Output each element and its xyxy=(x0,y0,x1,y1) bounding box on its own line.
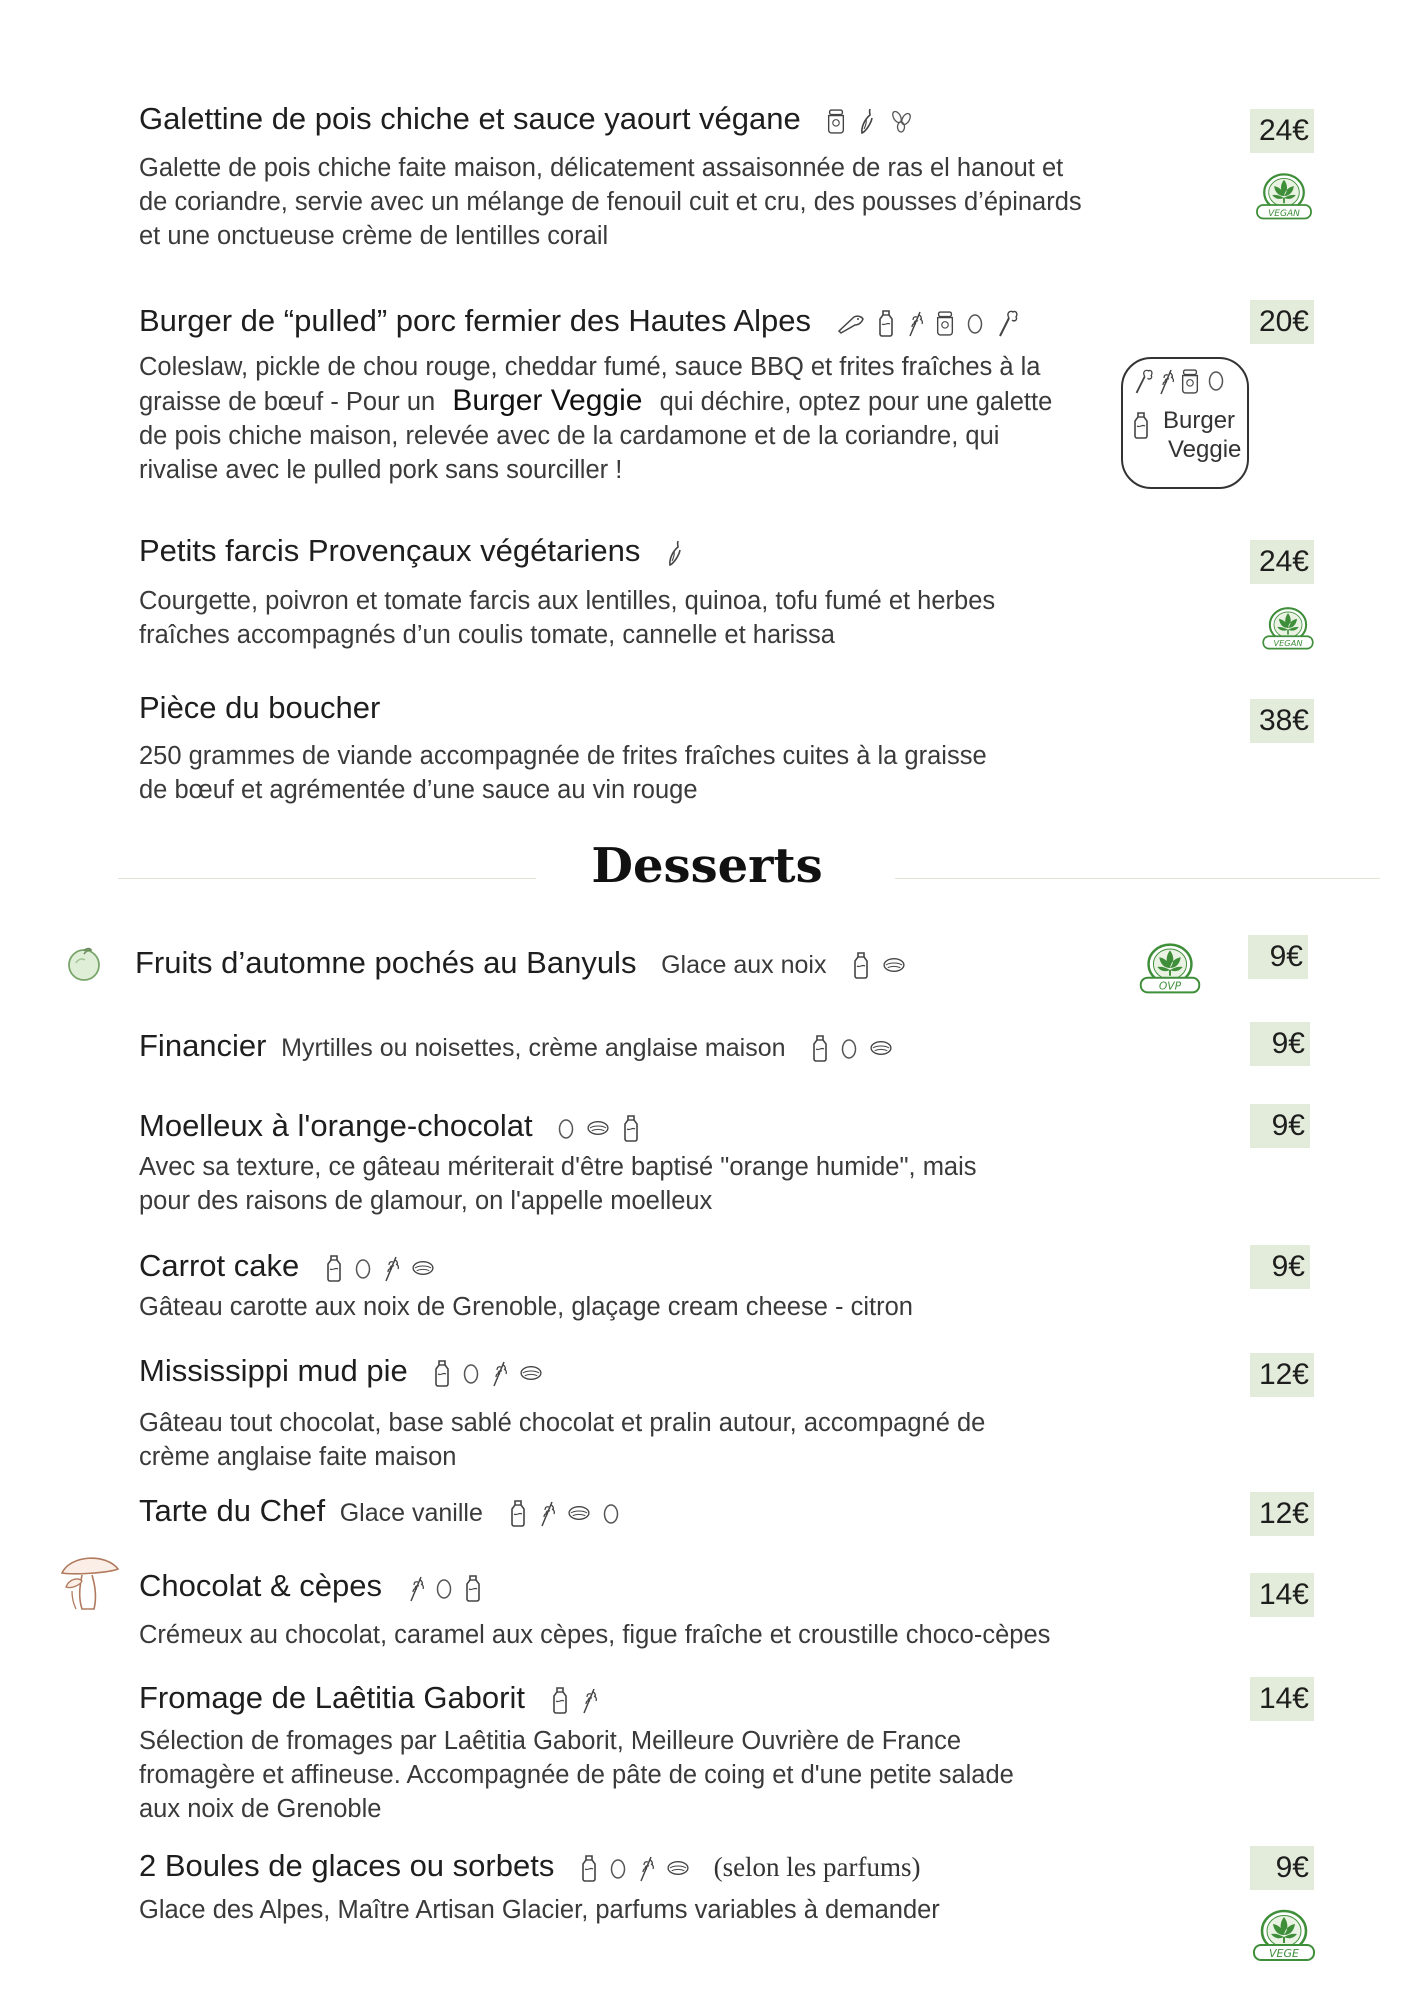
vege-leaf-icon xyxy=(1244,1906,1324,1964)
pepper-icon xyxy=(857,106,877,136)
veggie-box-label: Burger xyxy=(1163,407,1236,434)
jar-icon xyxy=(934,309,956,337)
price-tag: 20€ xyxy=(1250,300,1314,344)
allergen-icons xyxy=(324,1254,436,1282)
nut-icon xyxy=(881,956,907,974)
egg-icon xyxy=(462,1360,480,1386)
price-tag: 9€ xyxy=(1250,1846,1314,1890)
dish-description xyxy=(139,739,987,807)
milk-bottle-icon xyxy=(876,309,896,337)
egg-icon xyxy=(609,1855,627,1881)
wheat-icon xyxy=(382,1254,400,1282)
jar-icon xyxy=(825,107,847,135)
dessert-title-text: 2 Boules de glaces ou sorbets xyxy=(139,1848,555,1883)
milk-bottle-icon xyxy=(432,1359,452,1387)
nut-icon xyxy=(585,1119,611,1137)
dessert-description xyxy=(139,1618,1050,1652)
desc-line: Galette de pois chiche faite maison, délicatement assaisonnée de ras el hanout et xyxy=(139,154,1064,182)
milk-bottle-icon xyxy=(324,1254,344,1282)
wheat-icon xyxy=(490,1359,508,1387)
allergen-icons xyxy=(665,538,685,568)
allergen-icons xyxy=(810,1034,894,1062)
mushroom-illustration-icon xyxy=(56,1551,122,1613)
wheat-icon xyxy=(580,1686,598,1714)
milk-bottle-icon xyxy=(579,1854,599,1882)
svg-text:VEGAN: VEGAN xyxy=(1273,638,1303,649)
desc-line: de bœuf et agrémentée d’une sauce au vin rouge xyxy=(139,776,698,804)
egg-icon xyxy=(840,1035,858,1061)
allergen-icons xyxy=(508,1499,620,1527)
dish-title-text: Galettine de pois chiche et sauce yaourt végane xyxy=(139,101,801,136)
desc-line xyxy=(139,384,1052,419)
milk-bottle-icon xyxy=(851,951,871,979)
jar-icon xyxy=(1179,367,1201,395)
desc-line: Crémeux au chocolat, caramel aux cèpes, figue fraîche et croustille choco-cèpes xyxy=(139,1621,1051,1649)
seeds-icon xyxy=(887,109,915,133)
desc-line: Sélection de fromages par Laêtitia Gaborit, Meilleure Ouvrière de France xyxy=(139,1727,962,1755)
price-tag: 14€ xyxy=(1250,1573,1314,1617)
wheat-icon xyxy=(1157,367,1175,395)
desc-line: et une onctueuse crème de lentilles corail xyxy=(139,222,609,250)
egg-icon xyxy=(602,1500,620,1526)
desc-line: fromagère et affineuse. Accompagnée de pâte de coing et d'une petite salade xyxy=(139,1761,1014,1789)
egg-icon xyxy=(354,1255,372,1281)
dish-description xyxy=(139,350,1052,487)
desc-line: Coleslaw, pickle de chou rouge, cheddar fumé, sauce BBQ et frites fraîches à la xyxy=(139,353,1041,381)
section-rule-right xyxy=(895,878,1380,879)
dessert-title xyxy=(139,1493,620,1529)
apple-illustration-icon xyxy=(64,943,104,983)
dish-description xyxy=(139,584,995,652)
dessert-title-text: Carrot cake xyxy=(139,1248,300,1283)
dessert-note: (selon les parfums) xyxy=(713,1852,921,1883)
desc-line: fraîches accompagnés d’un coulis tomate, cannelle et harissa xyxy=(139,621,835,649)
price-tag: 24€ xyxy=(1250,540,1314,584)
vegan-leaf-icon xyxy=(1255,604,1321,652)
dessert-title-text: Fromage de Laêtitia Gaborit xyxy=(139,1680,525,1715)
dessert-title-text: Financier xyxy=(139,1028,267,1063)
allergen-icons xyxy=(851,951,907,979)
ovp-badge xyxy=(1131,940,1209,1001)
allergen-icons xyxy=(407,1574,483,1602)
desc-line: pour des raisons de glamour, on l'appelle moelleux xyxy=(139,1187,713,1215)
section-title-desserts: Desserts xyxy=(591,838,823,894)
desc-line: rivalise avec le pulled pork sans sourciller ! xyxy=(139,456,623,484)
vegan-leaf-icon xyxy=(1248,170,1320,222)
egg-icon xyxy=(557,1115,575,1141)
desc-line: crème anglaise faite maison xyxy=(139,1443,457,1471)
desc-line: aux noix de Grenoble xyxy=(139,1795,382,1823)
nut-icon xyxy=(665,1859,691,1877)
dessert-description xyxy=(139,1893,940,1927)
egg-icon xyxy=(966,310,984,336)
ovp-leaf-icon xyxy=(1131,940,1209,996)
dessert-title-text: Chocolat & cèpes xyxy=(139,1568,382,1603)
egg-icon xyxy=(1207,367,1225,393)
price-tag: 9€ xyxy=(1248,935,1308,979)
nut-icon xyxy=(410,1259,436,1277)
egg-icon xyxy=(435,1575,453,1601)
price-tag: 38€ xyxy=(1250,699,1314,743)
dessert-title xyxy=(139,1353,544,1389)
price-tag: 9€ xyxy=(1250,1104,1310,1148)
dish-description xyxy=(139,151,1082,253)
milk-bottle-icon xyxy=(508,1499,528,1527)
allergen-icons xyxy=(836,308,1018,338)
milk-bottle-icon xyxy=(463,1574,483,1602)
price-tag: 14€ xyxy=(1250,1677,1314,1721)
nut-icon xyxy=(518,1364,544,1382)
allergen-icons xyxy=(825,106,915,136)
dessert-title xyxy=(139,1680,598,1716)
dessert-title xyxy=(139,1568,483,1604)
desc-text: qui déchire, optez pour une galette xyxy=(659,388,1053,416)
wheat-icon xyxy=(538,1499,556,1527)
price-tag: 12€ xyxy=(1250,1353,1314,1397)
dish-title-text: Pièce du boucher xyxy=(139,690,381,725)
dish-title xyxy=(139,533,685,569)
veggie-box-label: Veggie xyxy=(1168,436,1242,463)
allergen-icons xyxy=(557,1114,641,1142)
celery-icon xyxy=(994,308,1018,338)
burger-veggie-box xyxy=(1121,357,1249,489)
dish-title xyxy=(139,303,1018,339)
celery-icon xyxy=(1131,367,1153,395)
svg-text:VEGE: VEGE xyxy=(1269,1947,1299,1960)
burger-veggie-highlight: Burger Veggie xyxy=(452,384,643,417)
dessert-note: Glace vanille xyxy=(339,1499,483,1527)
nut-icon xyxy=(868,1039,894,1057)
wheat-icon xyxy=(906,309,924,337)
dessert-title xyxy=(135,945,907,981)
desc-line: 250 grammes de viande accompagnée de frites fraîches cuites à la graisse xyxy=(139,742,987,770)
desc-text: graisse de bœuf - Pour un xyxy=(139,388,436,416)
desc-line: de pois chiche maison, relevée avec de la cardamone et de la coriandre, qui xyxy=(139,422,1000,450)
dish-title-text: Petits farcis Provençaux végétariens xyxy=(139,533,641,568)
wheat-icon xyxy=(407,1574,425,1602)
dish-title xyxy=(139,101,915,137)
desc-line: Glace des Alpes, Maître Artisan Glacier, parfums variables à demander xyxy=(139,1896,940,1924)
milk-bottle-icon xyxy=(550,1686,570,1714)
dessert-title-text: Moelleux à l'orange-chocolat xyxy=(139,1108,533,1143)
dessert-description xyxy=(139,1150,977,1218)
wheat-icon xyxy=(637,1854,655,1882)
dessert-description xyxy=(139,1290,913,1324)
allergen-icons xyxy=(579,1854,691,1882)
allergen-icons xyxy=(432,1359,544,1387)
vege-badge xyxy=(1244,1906,1324,1969)
fish-icon xyxy=(836,311,866,335)
allergen-icons xyxy=(550,1686,598,1714)
nut-icon xyxy=(566,1504,592,1522)
desc-line: Courgette, poivron et tomate farcis aux lentilles, quinoa, tofu fumé et herbes xyxy=(139,587,996,615)
price-tag: 9€ xyxy=(1250,1245,1310,1289)
dessert-note: Myrtilles ou noisettes, crème anglaise maison xyxy=(281,1034,786,1062)
dessert-title xyxy=(139,1108,641,1144)
dessert-description xyxy=(139,1724,1014,1826)
dessert-description xyxy=(139,1406,985,1474)
svg-text:VEGAN: VEGAN xyxy=(1268,208,1300,219)
dessert-title-text: Tarte du Chef xyxy=(139,1493,326,1528)
dessert-title xyxy=(139,1028,894,1064)
desc-line: Avec sa texture, ce gâteau mériterait d'être baptisé "orange humide", mais xyxy=(139,1153,977,1181)
milk-bottle-icon xyxy=(1131,411,1151,439)
price-tag: 12€ xyxy=(1250,1492,1314,1536)
dessert-title xyxy=(139,1248,436,1284)
dessert-title-text: Mississippi mud pie xyxy=(139,1353,408,1388)
vegan-badge xyxy=(1248,170,1320,227)
price-tag: 9€ xyxy=(1250,1022,1310,1066)
desc-line: de coriandre, servie avec un mélange de fenouil cuit et cru, des pousses d’épinards xyxy=(139,188,1082,216)
price-tag: 24€ xyxy=(1250,109,1314,153)
dessert-title-text: Fruits d’automne pochés au Banyuls xyxy=(135,945,637,980)
milk-bottle-icon xyxy=(810,1034,830,1062)
vegan-badge xyxy=(1255,604,1321,657)
dish-title xyxy=(139,690,380,726)
desc-line: Gâteau tout chocolat, base sablé chocolat et pralin autour, accompagné de xyxy=(139,1409,986,1437)
desc-line: Gâteau carotte aux noix de Grenoble, glaçage cream cheese - citron xyxy=(139,1293,913,1321)
pepper-icon xyxy=(665,538,685,568)
dessert-title xyxy=(139,1848,921,1884)
dessert-note: Glace aux noix xyxy=(661,951,827,979)
svg-text:OVP: OVP xyxy=(1158,979,1182,993)
milk-bottle-icon xyxy=(621,1114,641,1142)
dish-title-text: Burger de “pulled” porc fermier des Hautes Alpes xyxy=(139,303,811,338)
